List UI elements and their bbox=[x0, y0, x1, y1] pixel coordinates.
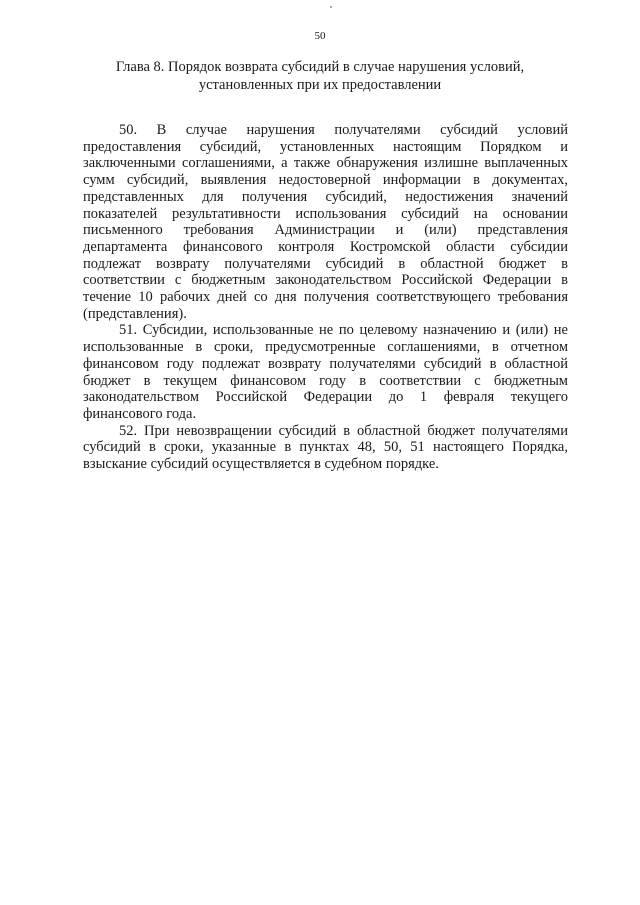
paragraph-51: 51. Субсидии, использованные не по целевому назначению и (или) не использованные в сроки, предусмотренные соглашениями, в отчетном финансовом году подлежат возврату получателями субсидий в областной бюджет в текущем финансовом году в соответствии с бюджетным законодательством Российской Федерации до 1 февраля текущего финансового года. bbox=[83, 322, 568, 422]
scan-speck bbox=[330, 6, 332, 8]
document-body bbox=[83, 122, 568, 473]
chapter-heading bbox=[90, 58, 550, 94]
paragraph-52: 52. При невозвращении субсидий в областной бюджет получателями субсидий в сроки, указанные в пунктах 48, 50, 51 настоящего Порядка, взыскание субсидий осуществляется в судебном порядке. bbox=[83, 422, 568, 473]
page-number: 50 bbox=[314, 30, 326, 42]
chapter-heading-line-2: установленных при их предоставлении bbox=[198, 77, 442, 93]
chapter-heading-line-1: Глава 8. Порядок возврата субсидий в случае нарушения условий, bbox=[115, 59, 525, 75]
paragraph-50: 50. В случае нарушения получателями субсидий условий предоставления субсидий, установленных настоящим Порядком и заключенными соглашениями, а также обнаружения излишне выплаченных сумм субсидий, выявления недостоверной информации в документах, представленных для получения субсидий, недостижения значений показателей результативности использования субсидий на основании письменного требования Администрации и (или) представления департамента финансового контроля Костромской области субсидии подлежат возврату получателями субсидий в областной бюджет в соответствии с бюджетным законодательством Российской Федерации в течение 10 рабочих дней со дня получения соответствующего требования (представления). bbox=[83, 122, 568, 322]
